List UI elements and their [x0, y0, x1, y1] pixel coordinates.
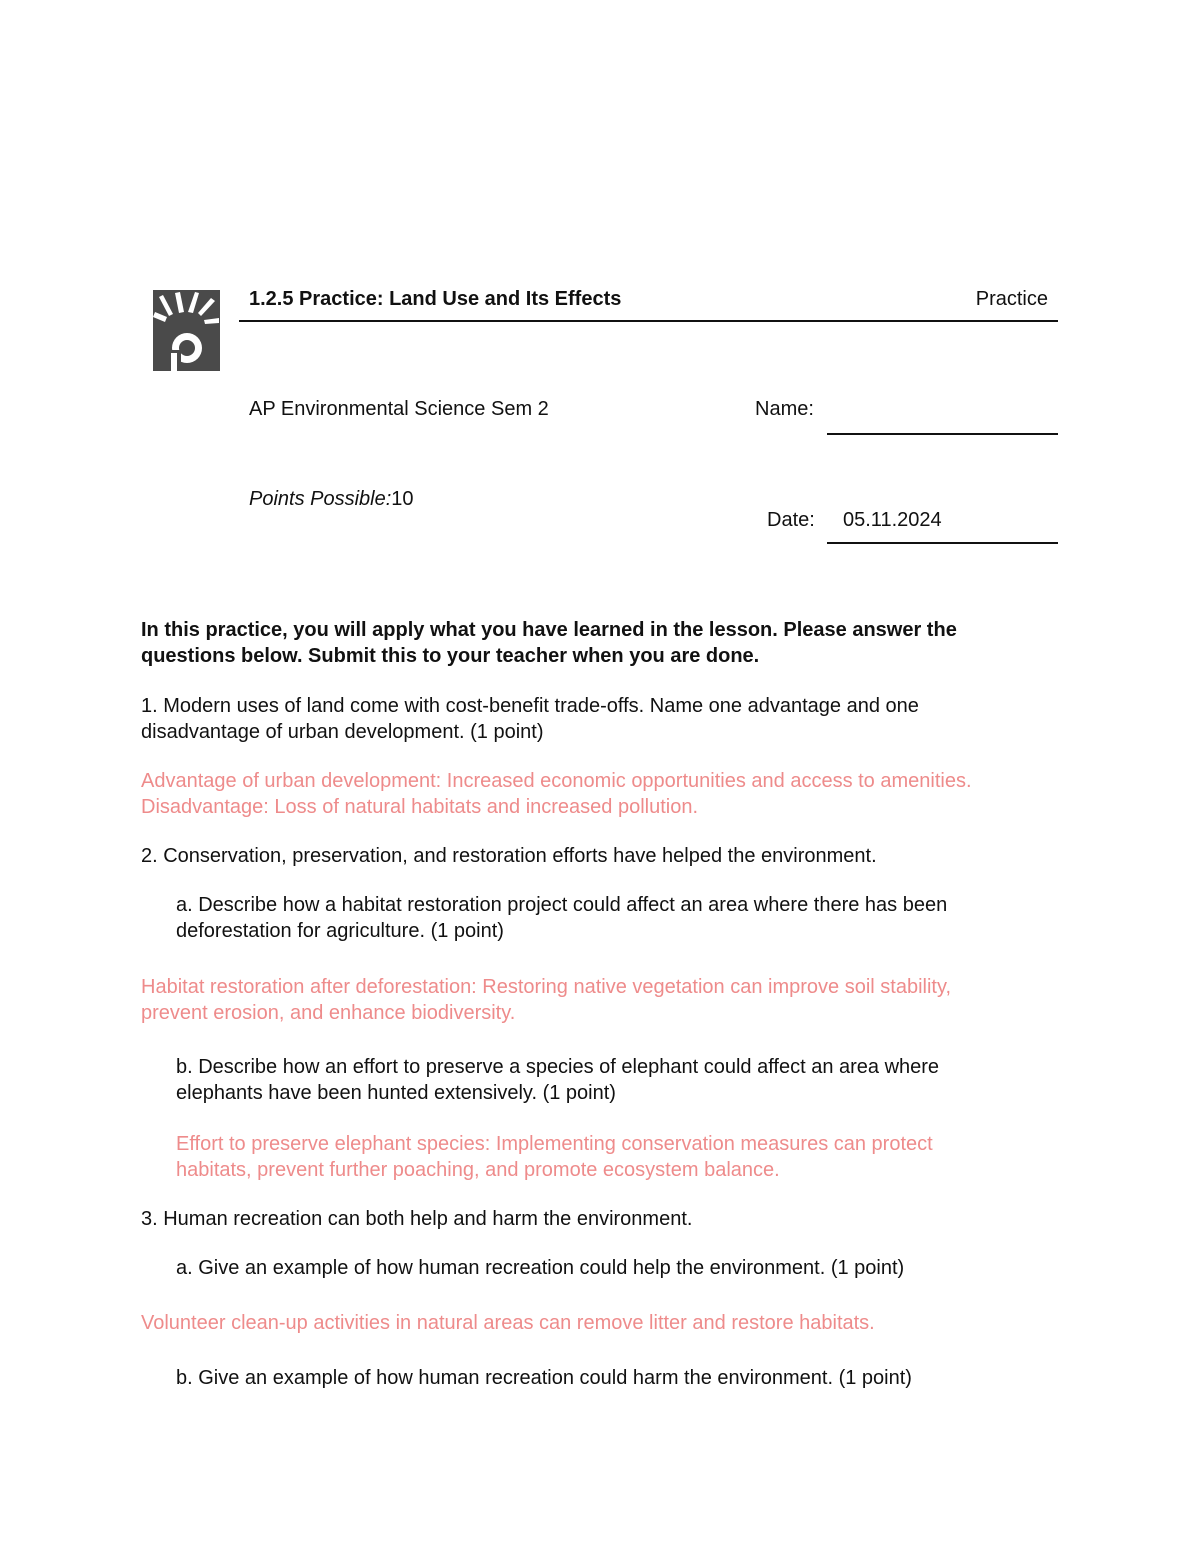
question-2b	[176, 1054, 939, 1106]
answer-line: Habitat restoration after deforestation: Restoring native vegetation can improve soil stability,	[141, 976, 952, 998]
question-3a: a. Give an example of how human recreation could help the environment. (1 point)	[176, 1257, 905, 1279]
answer-line: Disadvantage: Loss of natural habitats and increased pollution.	[141, 796, 699, 818]
answer-line: habitats, prevent further poaching, and promote ecosystem balance.	[176, 1159, 780, 1181]
name-underline	[827, 433, 1058, 435]
question-1	[141, 693, 919, 745]
question-2a	[176, 892, 947, 944]
lightbulb-sunburst-logo-icon	[153, 290, 220, 371]
answer-3a: Volunteer clean-up activities in natural areas can remove litter and restore habitats.	[141, 1312, 875, 1334]
question-2: 2. Conservation, preservation, and restoration efforts have helped the environment.	[141, 845, 877, 867]
header-divider	[239, 320, 1058, 322]
question-line: a. Describe how a habitat restoration project could affect an area where there has been	[176, 894, 948, 916]
date-underline	[827, 542, 1058, 544]
points-label: Points Possible:	[249, 488, 392, 510]
date-field[interactable]: 05.11.2024	[843, 509, 942, 531]
answer-line: Effort to preserve elephant species: Implementing conservation measures can protect	[176, 1133, 933, 1155]
question-line: disadvantage of urban development. (1 point)	[141, 721, 544, 743]
date-label: Date:	[767, 509, 815, 531]
question-3b: b. Give an example of how human recreation could harm the environment. (1 point)	[176, 1367, 912, 1389]
instructions-line: questions below. Submit this to your teacher when you are done.	[141, 645, 760, 667]
question-line: deforestation for agriculture. (1 point)	[176, 920, 504, 942]
answer-1	[141, 768, 972, 820]
points-possible	[249, 488, 414, 511]
document-title: 1.2.5 Practice: Land Use and Its Effects	[249, 288, 622, 310]
question-3: 3. Human recreation can both help and harm the environment.	[141, 1208, 693, 1230]
question-line: elephants have been hunted extensively. (1 point)	[176, 1082, 616, 1104]
answer-line: prevent erosion, and enhance biodiversity.	[141, 1002, 516, 1024]
answer-2a	[141, 974, 951, 1026]
question-line: 1. Modern uses of land come with cost-benefit trade-offs. Name one advantage and one	[141, 695, 919, 717]
answer-line: Advantage of urban development: Increased economic opportunities and access to amenities.	[141, 770, 972, 792]
question-line: b. Describe how an effort to preserve a species of elephant could affect an area where	[176, 1056, 940, 1078]
points-value: 10	[391, 488, 414, 510]
instructions-line: In this practice, you will apply what you have learned in the lesson. Please answer the	[141, 619, 957, 641]
instructions	[141, 617, 957, 669]
course-name: AP Environmental Science Sem 2	[249, 398, 549, 420]
document-type: Practice	[975, 288, 1048, 310]
name-label: Name:	[755, 398, 814, 420]
answer-2b	[176, 1131, 933, 1183]
